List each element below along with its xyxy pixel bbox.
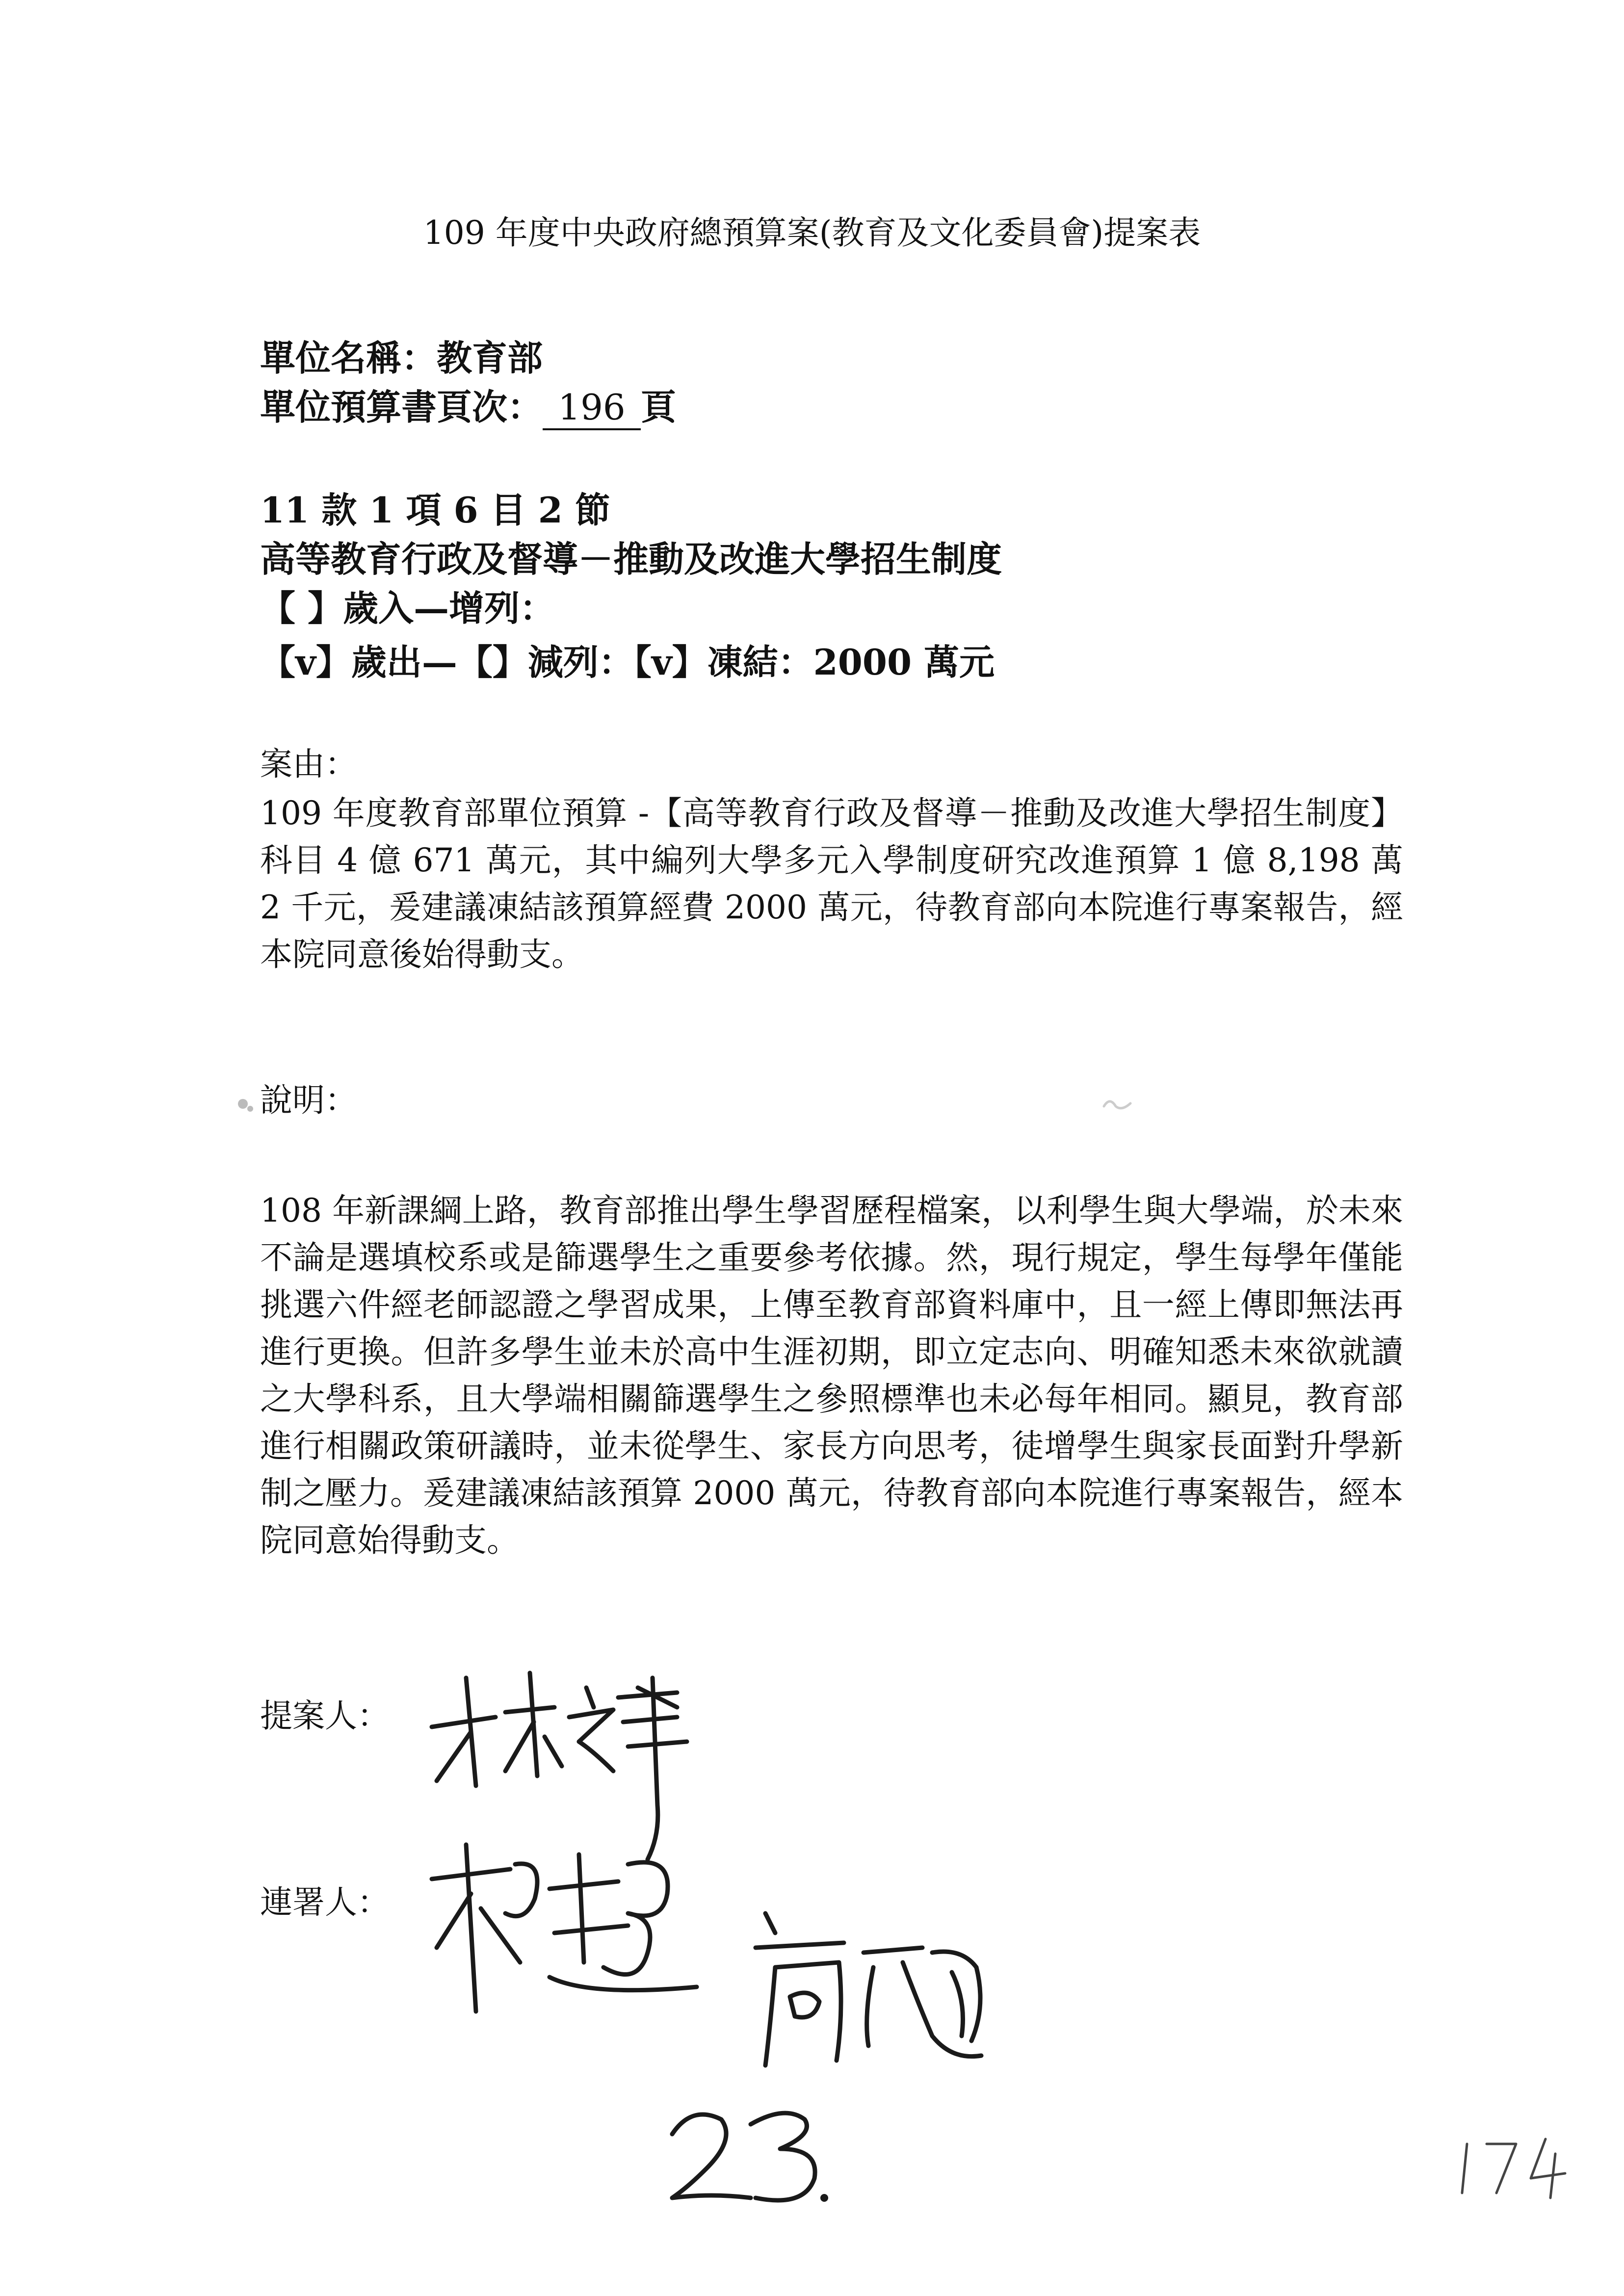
section-title: 高等教育行政及督導－推動及改進大學招生制度 <box>260 538 1002 580</box>
cosigner-signature-1 <box>422 1835 716 2046</box>
scan-speck-left <box>231 1092 260 1121</box>
revenue-line: 【 】歲入—增列： <box>260 587 555 629</box>
unit-name-line <box>260 334 543 383</box>
proposer-label: 提案人： <box>260 1697 390 1735</box>
cosigner-label: 連署人： <box>260 1883 390 1921</box>
scan-speck-right <box>1099 1092 1138 1116</box>
budget-page-line <box>260 383 676 432</box>
cosigner-signature-2 <box>746 1894 1021 2100</box>
cosigner-count-mark <box>657 2095 864 2218</box>
page-number-mark <box>1452 2124 1580 2203</box>
explanation-text: 108 年新課綱上路，教育部推出學生學習歷程檔案，以利學生與大學端，於未來不論是選填校系或是篩選學生之重要參考依據。然，現行規定，學生每學年僅能挑選六件經老師認證之學習成果，上傳至教育部資料庫中，且一經上傳即無法再進行更換。但許多學生並未於高中生涯初期，即立定志向、明確知悉未來欲就讀之大學科系，且大學端相關篩選學生之參照標準也未必每年相同。顯見，教育部進行相關政策研議時，並未從學生、家長方向思考，徒增學生與家長面對升學新制之壓力。爰建議凍結該預算 2000 萬元，待教育部向本院進行專案報告，經本院同意始得動支。 <box>260 1192 1403 1559</box>
proposer-signature <box>422 1658 697 1864</box>
expense-freeze-line: 【v】歲出—【】減列：【v】凍結：2000 萬元 <box>260 641 995 683</box>
reason-text: 109 年度教育部單位預算 -【高等教育行政及督導－推動及改進大學招生制度】科目 4 億 671 萬元，其中編列大學多元入學制度研究改進預算 1 億 8,198 萬 2 千元，爰建議凍結該預算經費 2000 萬元，待教育部向本院進行專案報告，經本院同意後始得動支。 <box>260 794 1403 973</box>
budget-page-number: 196 <box>543 386 641 430</box>
document-title: 109 年度中央政府總預算案(教育及文化委員會)提案表 <box>423 214 1201 252</box>
section-code: 11 款 1 項 6 目 2 節 <box>260 489 610 531</box>
budget-page-suffix: 頁 <box>641 386 677 428</box>
budget-page-label: 單位預算書頁次： <box>260 386 543 428</box>
unit-name-label: 單位名稱： <box>260 337 437 379</box>
reason-label: 案由： <box>260 745 357 783</box>
unit-name-value: 教育部 <box>437 337 543 379</box>
explanation-label: 說明： <box>260 1081 357 1119</box>
